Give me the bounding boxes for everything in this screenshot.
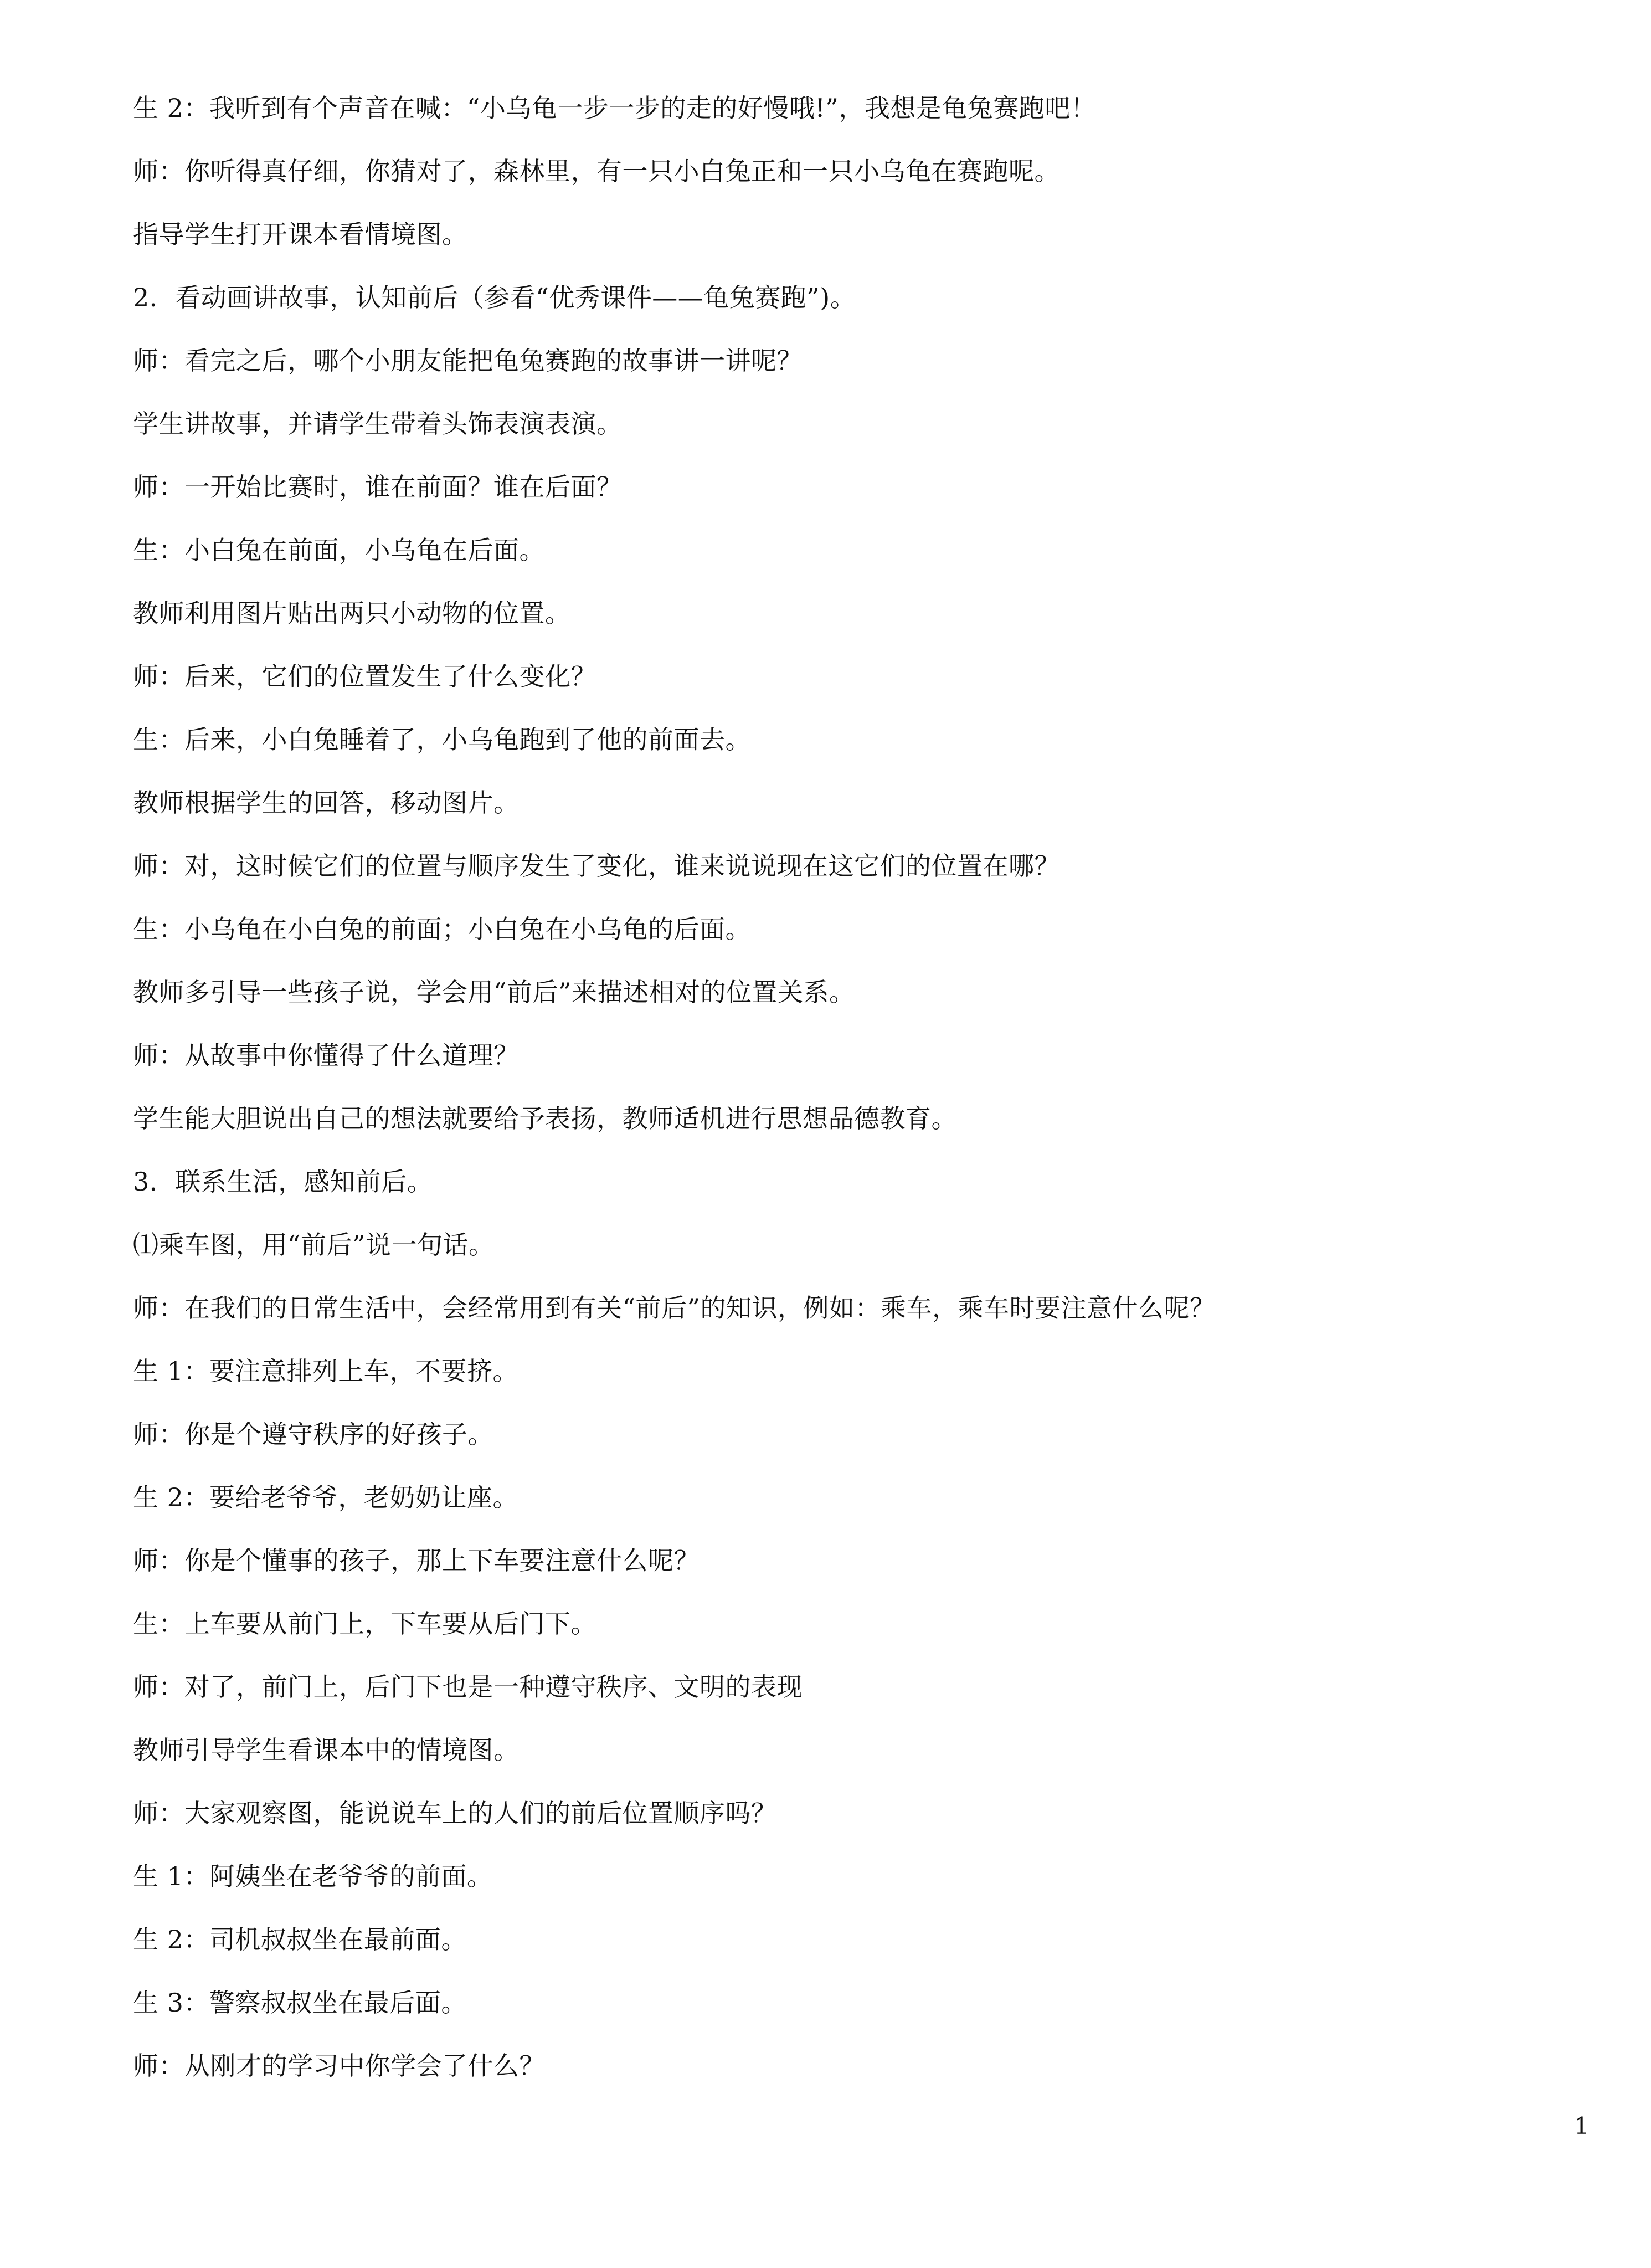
paragraph-line: 师：你听得真仔细，你猜对了，森林里，有一只小白兔正和一只小乌龟在赛跑呢。 (133, 156, 1060, 186)
paragraph-line: 师：看完之后，哪个小朋友能把龟兔赛跑的故事讲一讲呢？ (133, 346, 803, 376)
paragraph-line: 师：从刚才的学习中你学会了什么？ (133, 2051, 545, 2081)
paragraph-line: 生：小乌龟在小白兔的前面；小白兔在小乌龟的后面。 (133, 914, 751, 944)
paragraph-line: 师：在我们的日常生活中，会经常用到有关“前后”的知识，例如：乘车，乘车时要注意什么呢？ (133, 1293, 1216, 1323)
paragraph-line: 生：上车要从前门上，下车要从后门下。 (133, 1609, 596, 1639)
paragraph-line: 师：对了，前门上，后门下也是一种遵守秩序、文明的表现 (133, 1672, 803, 1702)
paragraph-line: 师：从故事中你懂得了什么道理？ (133, 1040, 520, 1070)
paragraph-line: 生 2：我听到有个声音在喊：“小乌龟一步一步的走的好慢哦!”，我想是龟兔赛跑吧！ (133, 93, 1097, 123)
paragraph-line: 生：小白兔在前面，小乌龟在后面。 (133, 535, 545, 565)
document-body (133, 76, 1529, 2097)
paragraph-line: 2．看动画讲故事，认知前后（参看“优秀课件——龟兔赛跑”)。 (133, 283, 856, 312)
page-number: 1 (1574, 2112, 1589, 2139)
paragraph-line: 学生讲故事，并请学生带着头饰表演表演。 (133, 409, 623, 439)
paragraph-line: 师：一开始比赛时，谁在前面？谁在后面？ (133, 472, 623, 502)
paragraph-line: 教师引导学生看课本中的情境图。 (133, 1735, 520, 1765)
paragraph-line: ⑴乘车图，用“前后”说一句话。 (133, 1230, 495, 1260)
paragraph-line: 师：大家观察图，能说说车上的人们的前后位置顺序吗？ (133, 1798, 777, 1828)
paragraph-line: 生：后来，小白兔睡着了，小乌龟跑到了他的前面去。 (133, 725, 751, 755)
paragraph-line: 师：后来，它们的位置发生了什么变化？ (133, 661, 596, 691)
paragraph-line: 师：你是个懂事的孩子，那上下车要注意什么呢？ (133, 1546, 700, 1576)
paragraph-line: 生 3：警察叔叔坐在最后面。 (133, 1988, 467, 2018)
paragraph-line: 3．联系生活，感知前后。 (133, 1167, 433, 1197)
paragraph-line: 生 1：阿姨坐在老爷爷的前面。 (133, 1861, 493, 1891)
paragraph-line: 教师利用图片贴出两只小动物的位置。 (133, 598, 571, 628)
paragraph-line: 师：对，这时候它们的位置与顺序发生了变化，谁来说说现在这它们的位置在哪？ (133, 851, 1060, 881)
paragraph-line: 生 1：要注意排列上车，不要挤。 (133, 1356, 518, 1386)
paragraph-line: 生 2：司机叔叔坐在最前面。 (133, 1925, 467, 1954)
paragraph-line: 师：你是个遵守秩序的好孩子。 (133, 1419, 493, 1449)
paragraph-line: 生 2：要给老爷爷，老奶奶让座。 (133, 1482, 518, 1512)
paragraph-line: 教师根据学生的回答，移动图片。 (133, 788, 520, 818)
paragraph-line: 指导学生打开课本看情境图。 (133, 219, 468, 249)
paragraph-line: 教师多引导一些孩子说，学会用“前后”来描述相对的位置关系。 (133, 977, 855, 1007)
paragraph-line: 学生能大胆说出自己的想法就要给予表扬，教师适机进行思想品德教育。 (133, 1104, 957, 1133)
